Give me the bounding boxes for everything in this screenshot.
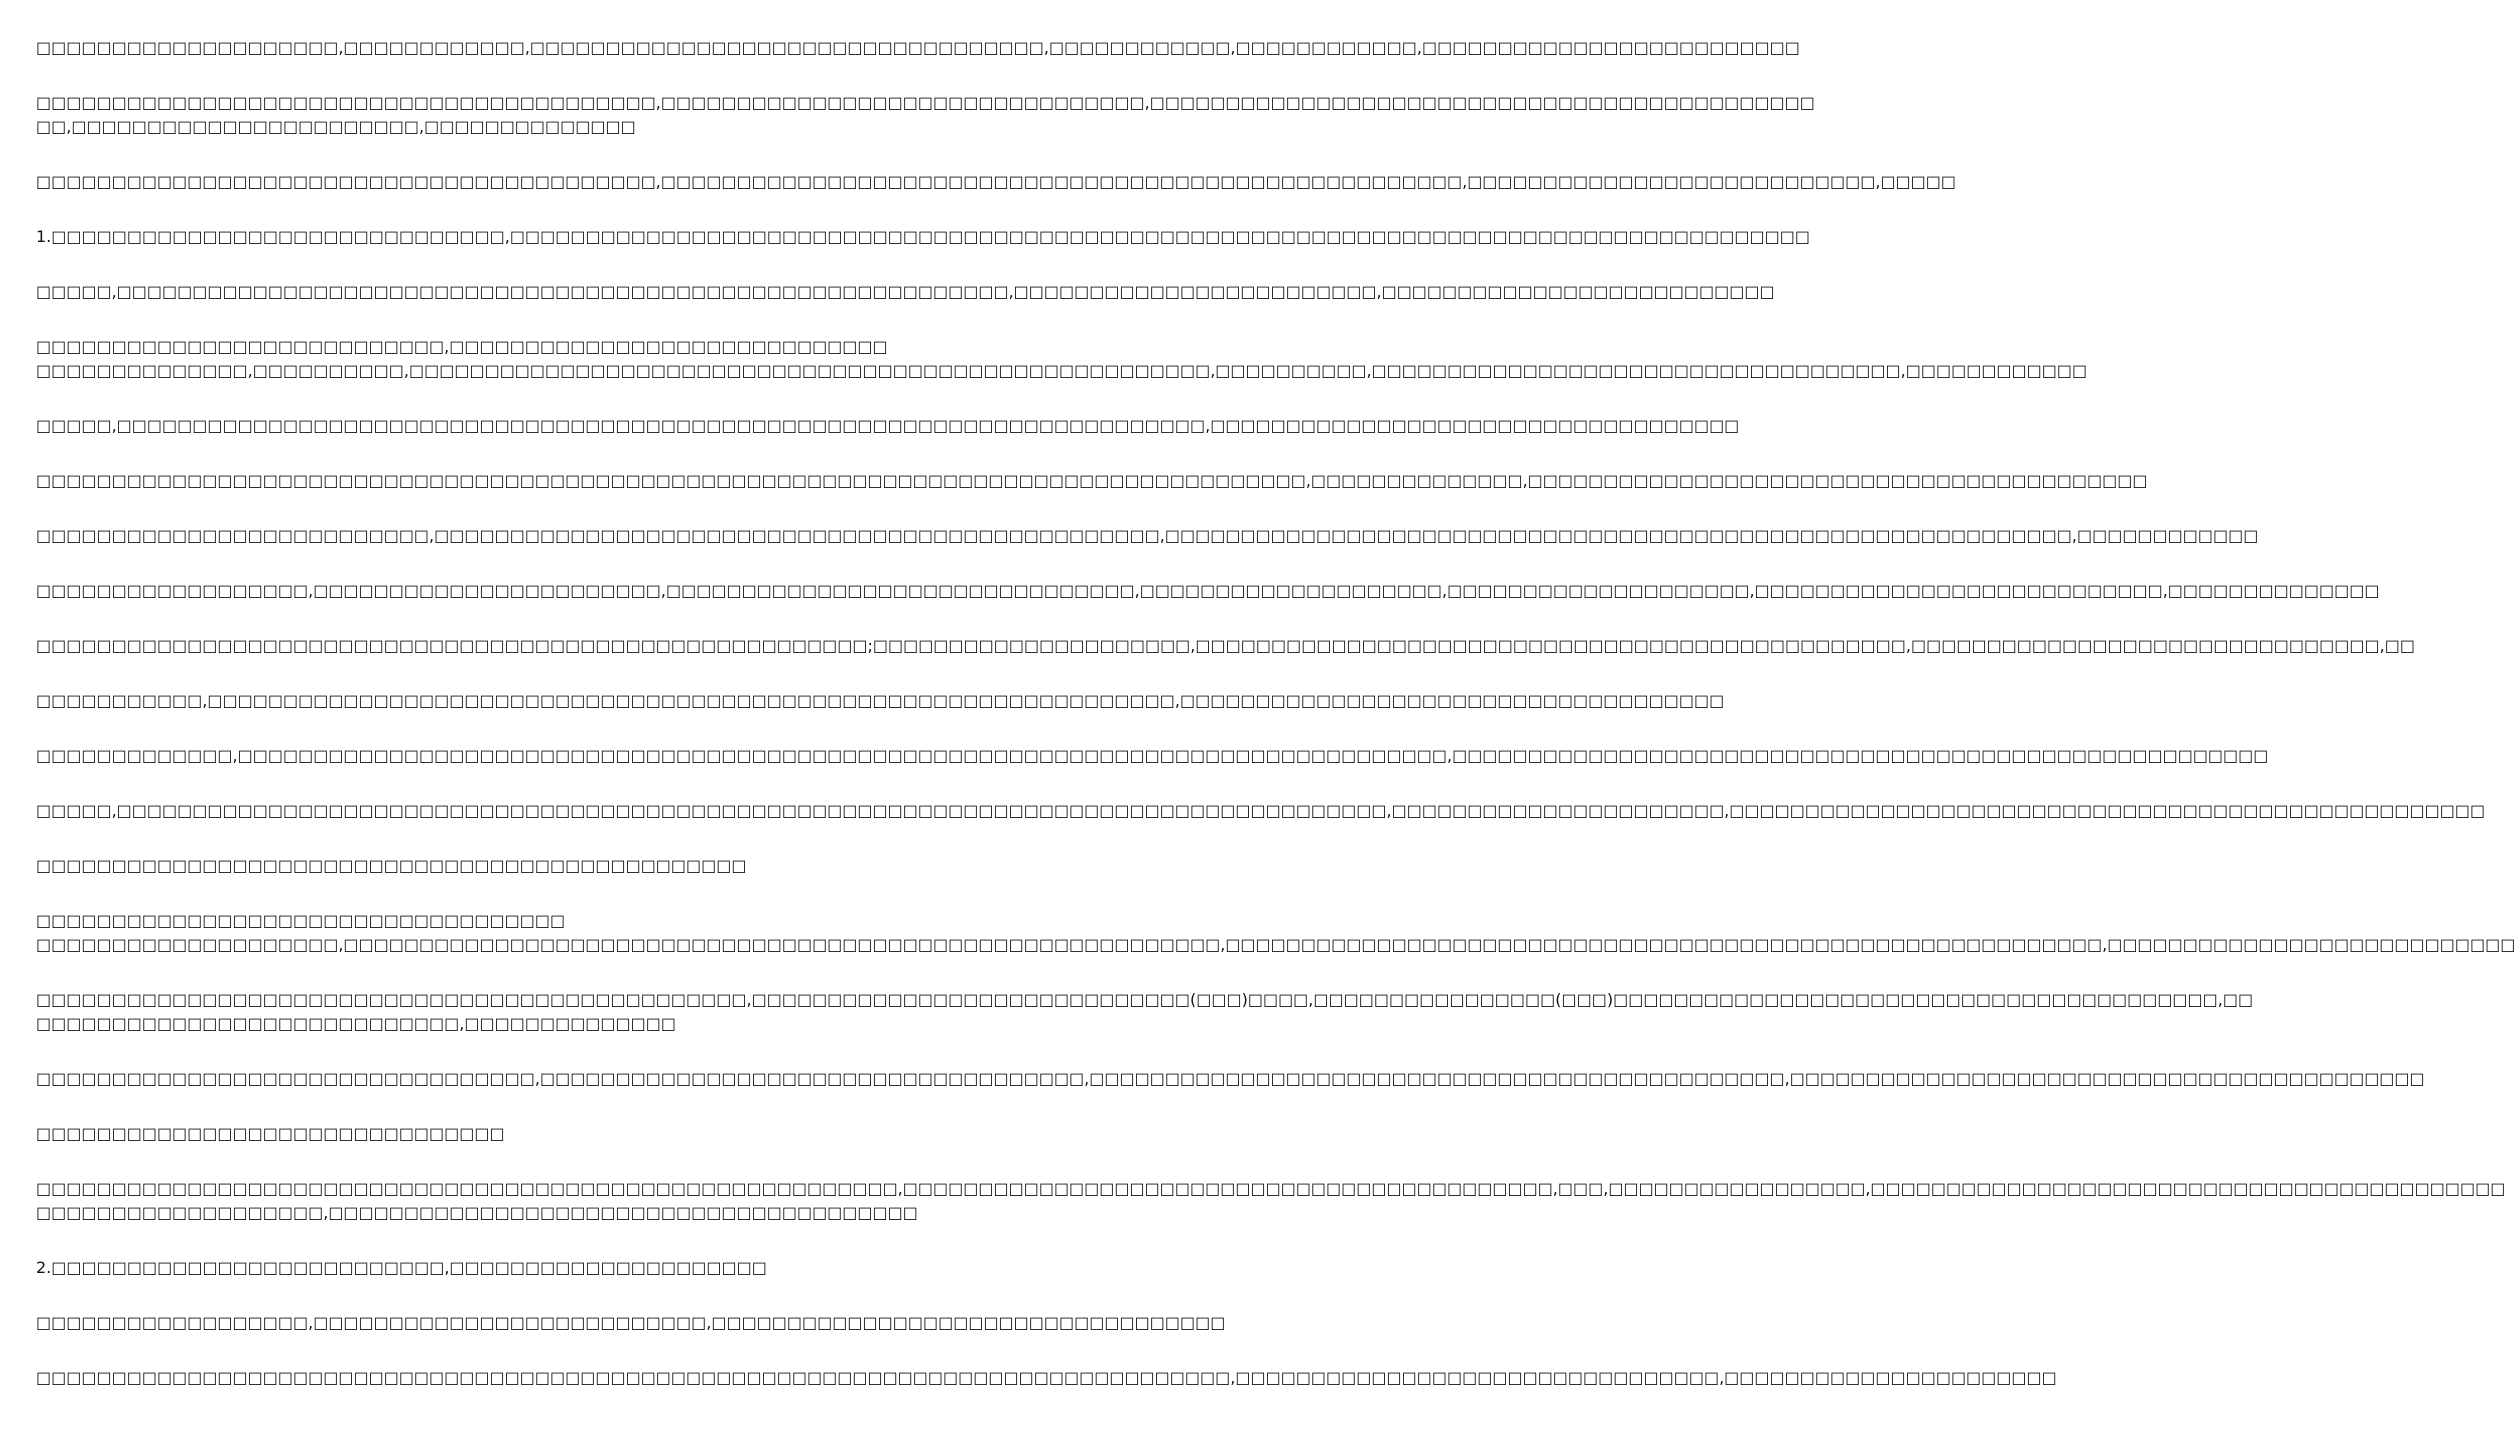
text-line: 2.□□□□□□□□□□□□□□□□□□□□□□□□□□,□□□□□□□□□□□□□□□□□□□□□: [36, 1258, 767, 1277]
text-line: □□□□□,□□□□□□□□□□□□□□□□□□□□□□□□□□□□□□□□□□□□□□□□□□□□□□□□□□□□□□□□□□□,□□□□□□□□□□□□□□□□□□□□□□□□,□□□□□□□□□□□□□□□□□□□□□□□□□□: [36, 282, 1775, 301]
text-line: □□,□□□□□□□□□□□□□□□□□□□□□□□,□□□□□□□□□□□□□□: [36, 117, 636, 136]
paragraph-9: [36, 524, 2259, 548]
text-line: □□□□□,□□□□□□□□□□□□□□□□□□□□□□□□□□□□□□□□□□□□□□□□□□□□□□□□□□□□□□□□□□□□□□□□□□□□□□□□□□□□□□□□□□□□,□□□□□□□□□□□□□□□□□□□□□□,□□□□□□□□□□□□□□□□□□□□□□□□□□□□□□□□□□□□□□□□□□□□□□□□□□: [36, 801, 2486, 820]
text-line: □□□□□□□□□□□□□□□□□□,□□□□□□□□□□□□□□□□□□□□□□□□□□,□□□□□□□□□□□□□□□□□□□□□□□□□□□□□□□□□□: [36, 1313, 1226, 1332]
text-line: □□□□□□□□□□□□□□□□□□□□□□□□□□,□□□□□□□□□□□□□□□□□□□□□□□□□□□□□□□□□□□□□□□□□□□□□□□□,□□□□□□□□□□□□□□□□□□□□□□□□□□□□□□□□□□□□□□□□□□□□□□□□□□□□□□□□□□□□,□□□□□□□□□□□□: [36, 526, 2259, 545]
text-line: □□□□□□□□□□□□□□,□□□□□□□□□□,□□□□□□□□□□□□□□□□□□□□□□□□□□□□□□□□□□□□□□□□□□□□□□□□□□□□□,□□□□□□□□□□,□□□□□□□□□□□□□□□□□□□□□□□□□□□□□□□□□□□,□□□□□□□□□□□□: [36, 361, 2088, 380]
text-line: □□□□□□□□□□□□□□□□□□□□□□□□□□□□□□□□□□□□□□□□□□□□□□□: [36, 856, 747, 875]
paragraph-13: [36, 744, 2269, 768]
paragraph-21: [36, 1256, 990, 1280]
paragraph-16: [36, 909, 2515, 957]
text-line: □□□□□□□□□□□□□□□□□□□□□□□□□□□□□□□□□□□□□□□□□,□□□□□□□□□□□□□□□□□□□□□□□□□□□□□□□□□□□□□□□□□□□□□□□□□□□□□,□□□□□□□□□□□□□□□□□□□□□□□□□□□,□□□□□: [36, 172, 1957, 191]
paragraph-17: [36, 988, 2254, 1036]
text-line: □□□□□□□□□□□□□□□□□□□□□□□□□□□□□□□: [36, 1124, 505, 1143]
paragraph-14: [36, 799, 2486, 823]
text-line: □□□□□□□□□□□□□□□□□□□□,□□□□□□□□□□□□□□□□□□□□□□□□□□□□□□□□□□□□□□□□□□□□□□□□□□□□□□□□□□,□□□□□□□□□□□□□□□□□□□□□□□□□□□□□□□□□□□□□□□□□□□□□□□□□□□□□□□□□□,□□□□□□□□□□□□□□□□□□□□□□□□□□□: [36, 935, 2515, 954]
text-line: □□□□□□□□□□□□□□□□□□□□□□□□□□□□□□□□□□□□□□□□□□□□□□□□□□□□□□□□□□□□□□□□□□□□□□□□□□□□□□□□□□□□,□□□□□□□□□□□□□□,□□□□□□□□□□□□□□□□□□□□□□□□□□□□□□□□□□□□□□□□□: [36, 471, 2148, 490]
paragraph-2: [36, 91, 1815, 139]
paragraph-3: [36, 170, 1957, 194]
text-line: □□□□□□□□□□□□□□□□□□□□□□□□□□□□□□□□□□□: [36, 911, 566, 930]
text-line: □□□□□□□□□□□□□□□□□□□□,□□□□□□□□□□□□,□□□□□□□□□□□□□□□□□□□□□□□□□□□□□□□□□□,□□□□□□□□□□□□,□□□□□□□□□□□□,□□□□□□□□□□□□□□□□□□□□□□□□□: [36, 38, 1800, 57]
paragraph-4: [36, 225, 1810, 249]
text-line: □□□□□□□□□□□□□□□□□□□□□□□□□□□□□□□□□,□□□□□□□□□□□□□□□□□□□□□□□□□□□□□□□□□□□□,□□□□□□□□□□□□□□□□□□□□□□□□□□□□□□□□□□□□□□□□□□□□□□,□□□□□□□□□□□□□□□□□□□□□□□□□□□□□□□□□□□□□□□□□□: [36, 1069, 2425, 1088]
text-line: □□□□□□□□□□□□□□□□□□□□□□□□□□□□□□□□□□□□□□□□□□□□□□□,□□□□□□□□□□□□□□□□□□□□□□□□□□□□□(□□□)□□□□,□□□□□□□□□□□□□□□□(□□□)□□□□□□□□□□□□□□□□□□□□□□□□□□□□□□□□□□□□□□□□,□□: [36, 990, 2254, 1009]
paragraph-6: [36, 335, 2088, 383]
paragraph-23: [36, 1366, 2057, 1390]
text-line: □□□□□□□□□□□□□□□□□□□□□□□□□□□□□□□□□□□□□□□□□□□□□□□□□□□□□□□□□,□□□□□□□□□□□□□□□□□□□□□□□□□□□□□□□□□□□□□□□□□□□,□□□,□□□□□□□□□□□□□□□□□,□□□□□□□□□□□□□□□□□□□□□□□□□□□□□□□□□□□□□□□□□□: [36, 1179, 2506, 1198]
text-line: □□□□□□□□□□□□□□□□□□□□□□□□□□□□,□□□□□□□□□□□□□□: [36, 1014, 677, 1033]
paragraph-18: [36, 1067, 2425, 1091]
paragraph-15: [36, 854, 990, 878]
text-line: □□□□□□□□□□□□□□□□□□□□□□□□□□□,□□□□□□□□□□□□□□□□□□□□□□□□□□□□□: [36, 337, 888, 356]
paragraph-19: [36, 1122, 990, 1146]
paragraph-20: [36, 1177, 2506, 1225]
document-body: [36, 36, 2515, 1390]
text-line: □□□□□□□□□□□□□□□□□□□□□□□□□□□□□□□□□□□□□□□□□□□□□□□□□□□□□□□;□□□□□□□□□□□□□□□□□□□□□,□□□□□□□□□□□□□□□□□□□□□□□□□□□□□□□□□□□□□□□□□□□□□□□,□□□□□□□□□□□□□□□□□□□□□□□□□□□□□□□,□□: [36, 636, 2415, 655]
paragraph-7: [36, 414, 1740, 438]
text-line: □□□□□□□□□□□□□,□□□□□□□□□□□□□□□□□□□□□□□□□□□□□□□□□□□□□□□□□□□□□□□□□□□□□□□□□□□□□□□□□□□□□□□□□□□□□□□□,□□□□□□□□□□□□□□□□□□□□□□□□□□□□□□□□□□□□□□□□□□□□□□□□□□□□□□: [36, 746, 2269, 765]
paragraph-11: [36, 634, 2415, 658]
paragraph-12: [36, 689, 1725, 713]
paragraph-22: [36, 1311, 1226, 1335]
text-line: □□□□□□□□□□□□□□□□□□,□□□□□□□□□□□□□□□□□□□□□□□,□□□□□□□□□□□□□□□□□□□□□□□□□□□□□□□,□□□□□□□□□□□□□□□□□□□□,□□□□□□□□□□□□□□□□□□□□,□□□□□□□□□□□□□□□□□□□□□□□□□□□,□□□□□□□□□□□□□□: [36, 581, 2380, 600]
text-line: □□□□□□□□□□□□□□□□□□□,□□□□□□□□□□□□□□□□□□□□□□□□□□□□□□□□□□□□□□□: [36, 1203, 918, 1222]
text-line: □□□□□□□□□□□□□□□□□□□□□□□□□□□□□□□□□□□□□□□□□,□□□□□□□□□□□□□□□□□□□□□□□□□□□□□□□□,□□□□□□□□□□□□□□□□□□□□□□□□□□□□□□□□□□□□□□□□□□□□: [36, 93, 1815, 112]
paragraph-10: [36, 579, 2380, 603]
text-line: □□□□□,□□□□□□□□□□□□□□□□□□□□□□□□□□□□□□□□□□□□□□□□□□□□□□□□□□□□□□□□□□□□□□□□□□□□□□□□,□□□□□□□□□□□□□□□□□□□□□□□□□□□□□□□□□□□: [36, 416, 1740, 435]
paragraph-8: [36, 469, 2148, 493]
paragraph-1: [36, 36, 1800, 60]
text-line: □□□□□□□□□□□,□□□□□□□□□□□□□□□□□□□□□□□□□□□□□□□□□□□□□□□□□□□□□□□□□□□□□□□□□□□□□□□□,□□□□□□□□□□□□□□□□□□□□□□□□□□□□□□□□□□□□: [36, 691, 1725, 710]
text-line: 1.□□□□□□□□□□□□□□□□□□□□□□□□□□□□□□,□□□□□□□□□□□□□□□□□□□□□□□□□□□□□□□□□□□□□□□□□□□□□□□□□□□□□□□□□□□□□□□□□□□□□□□□□□□□□□□□□□□□□□: [36, 227, 1810, 246]
paragraph-5: [36, 280, 1775, 304]
text-line: □□□□□□□□□□□□□□□□□□□□□□□□□□□□□□□□□□□□□□□□□□□□□□□□□□□□□□□□□□□□□□□□□□□□□□□□□□□□□□□,□□□□□□□□□□□□□□□□□□□□□□□□□□□□□□□□,□□□□□□□□□□□□□□□□□□□□□□: [36, 1368, 2057, 1387]
